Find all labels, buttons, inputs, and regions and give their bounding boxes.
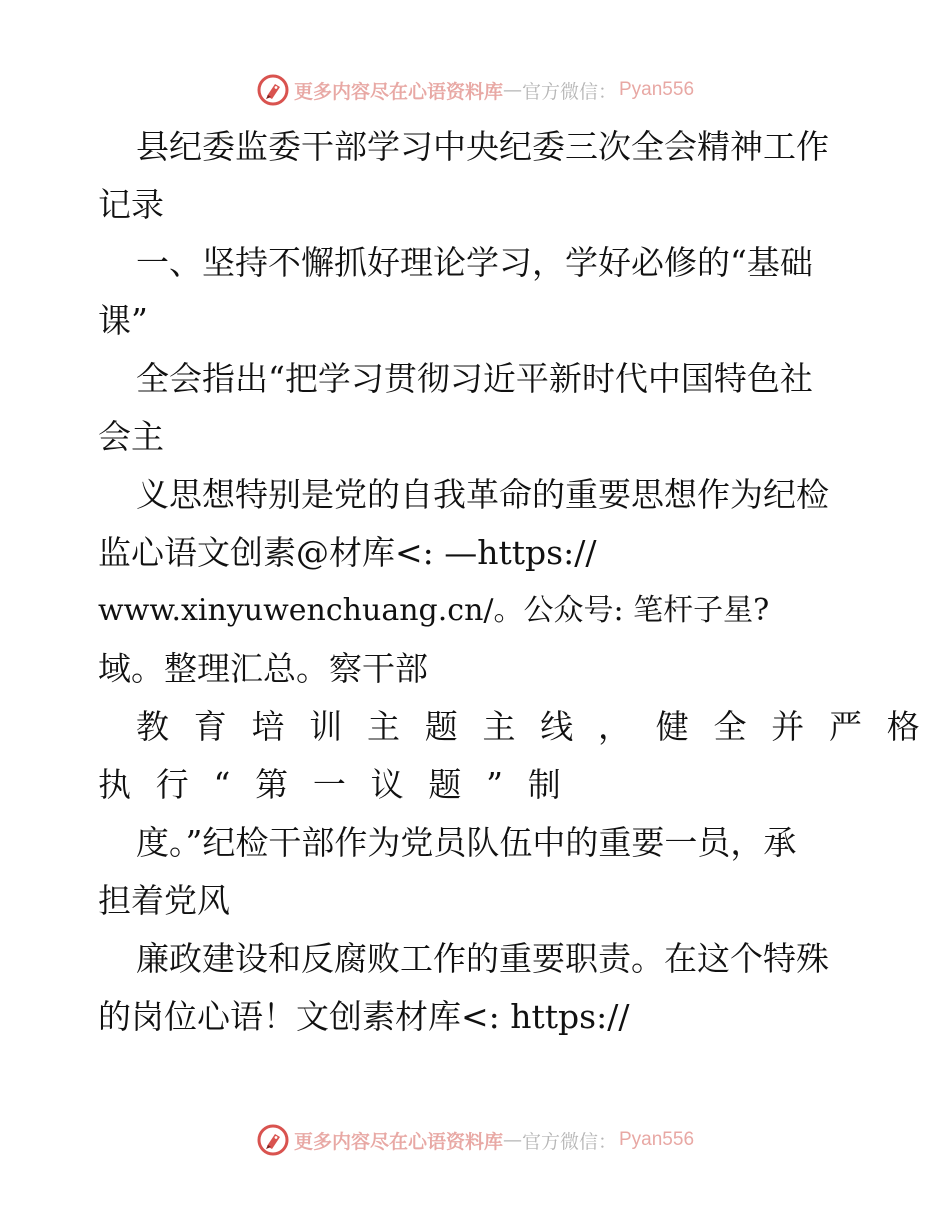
watermark-wechat-label: 官方微信： [521, 1130, 617, 1153]
watermark-wechat-id: Pyan556 [619, 79, 695, 100]
watermark-separator: — [502, 1129, 522, 1151]
paragraph-line: 度。”纪检干部作为党员队伍中的重要一员，承 [136, 823, 797, 862]
section-heading-line-1: 一、坚持不懈抓好理论学习，学好必修的“基础 [136, 243, 813, 282]
paragraph-line: 全会指出“把学习贯彻习近平新时代中国特色社 [136, 359, 813, 398]
watermark-separator: — [502, 79, 522, 101]
watermark-wechat-id: Pyan556 [619, 1129, 695, 1150]
header-watermark [0, 70, 950, 110]
document-title-line-1: 县纪委监委干部学习中央纪委三次全会精神工作 [136, 127, 829, 166]
paragraph-line: 会主 [98, 417, 164, 456]
section-heading-line-2: 课” [98, 301, 148, 340]
paragraph-line: 担着党风 [98, 881, 230, 920]
paragraph-line: 的岗位心语！文创素材库<: https:// [98, 997, 630, 1036]
paragraph-line: 义思想特别是党的自我革命的重要思想作为纪检 [136, 475, 829, 514]
paragraph-line: 监心语文创素@材库<: —https:// [98, 533, 597, 572]
watermark-wechat-label: 官方微信： [521, 80, 617, 103]
paragraph-line: 域。整理汇总。察干部 [98, 649, 428, 688]
watermark-main-text: 更多内容尽在心语资料库 [293, 1130, 503, 1153]
document-title-line-2: 记录 [98, 185, 164, 224]
watermark-main-text: 更多内容尽在心语资料库 [293, 80, 503, 103]
paragraph-line: www.xinyuwenchuang.cn/。公众号: 笔杆子星? [98, 593, 770, 628]
footer-watermark [0, 1120, 950, 1160]
pen-nib-seal-icon [256, 73, 290, 107]
paragraph-line: 廉政建设和反腐败工作的重要职责。在这个特殊 [136, 939, 829, 978]
pen-nib-seal-icon [256, 1123, 290, 1157]
paragraph-line: 执行“第一议题”制 [98, 765, 586, 804]
paragraph-line: 教育培训主题主线，健全并严格 [136, 707, 945, 746]
